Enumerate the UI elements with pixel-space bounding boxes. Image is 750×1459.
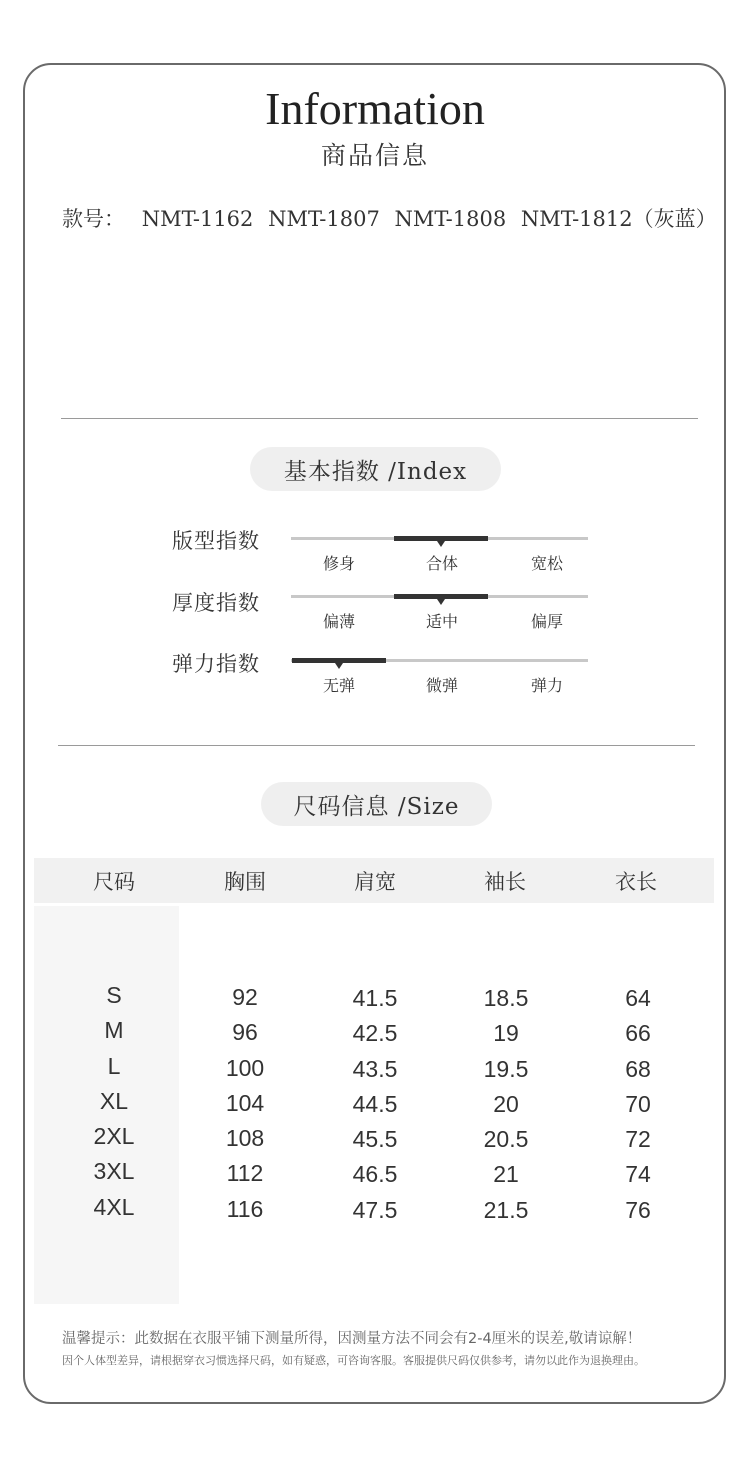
size-cell: XL xyxy=(99,1087,129,1114)
shoulder-cell: 46.5 xyxy=(352,1161,398,1188)
size-cell: 3XL xyxy=(93,1158,135,1185)
chest-cell: 92 xyxy=(232,984,258,1010)
index-heading: 基本指数 /Index xyxy=(250,447,501,491)
shoulder-cell: 45.5 xyxy=(352,1126,398,1153)
page-subtitle: 商品信息 xyxy=(320,141,429,170)
length-cell: 70 xyxy=(625,1090,651,1117)
chest-cell: 96 xyxy=(232,1019,258,1046)
column-header-sleeve: 袖长 xyxy=(484,870,526,894)
measurement-note: 温馨提示：此数据在衣服平铺下测量所得，因测量方法不同会有2-4厘米的误差,敬请谅解！ xyxy=(62,1331,642,1347)
fit-index-track xyxy=(291,537,588,540)
sleeve-cell: 20 xyxy=(493,1090,519,1117)
size-cell: S xyxy=(106,982,122,1008)
chest-cell: 108 xyxy=(225,1125,265,1152)
shoulder-cell: 43.5 xyxy=(352,1055,398,1082)
thickness-index-label: 厚度指数 xyxy=(172,591,260,615)
divider xyxy=(61,418,698,419)
thickness-option: 偏薄 xyxy=(322,612,355,631)
fit-index-label: 版型指数 xyxy=(172,529,260,553)
chest-cell: 116 xyxy=(226,1195,264,1222)
sleeve-cell: 21 xyxy=(493,1161,519,1188)
size-cell: L xyxy=(107,1052,121,1079)
chest-cell: 104 xyxy=(225,1089,265,1116)
shoulder-cell: 44.5 xyxy=(352,1090,398,1117)
model-numbers xyxy=(62,203,725,233)
sleeve-cell: 18.5 xyxy=(483,985,529,1011)
column-header-length: 衣长 xyxy=(615,870,657,894)
stretch-option: 弹力 xyxy=(530,676,563,695)
fit-option: 宽松 xyxy=(530,554,563,573)
model-number: NMT-1808 xyxy=(394,207,507,231)
sleeve-column xyxy=(446,981,566,1228)
shoulder-cell: 41.5 xyxy=(352,985,398,1011)
model-number: NMT-1812（灰蓝） xyxy=(520,207,717,231)
thickness-index-track xyxy=(291,595,588,598)
sleeve-cell: 20.5 xyxy=(483,1126,529,1153)
divider xyxy=(58,745,695,746)
stretch-index-label: 弹力指数 xyxy=(172,652,260,676)
thickness-option: 偏厚 xyxy=(530,612,563,631)
chest-cell: 112 xyxy=(226,1160,264,1187)
thickness-index-marker xyxy=(394,594,488,599)
size-cell: 4XL xyxy=(93,1193,135,1220)
stretch-option: 无弹 xyxy=(322,676,355,695)
size-column xyxy=(54,978,174,1225)
shoulder-column xyxy=(315,981,435,1228)
stretch-index-marker xyxy=(292,658,386,663)
model-number: NMT-1162 xyxy=(141,207,254,231)
sleeve-cell: 21.5 xyxy=(483,1196,529,1223)
column-header-shoulder: 肩宽 xyxy=(354,870,396,894)
page-title: Information xyxy=(265,83,485,134)
size-cell: M xyxy=(104,1017,124,1044)
sleeve-cell: 19.5 xyxy=(483,1055,529,1082)
model-number: NMT-1807 xyxy=(268,207,380,231)
stretch-index-track xyxy=(291,659,588,662)
fit-option: 修身 xyxy=(322,554,355,573)
sizing-disclaimer: 因个人体型差异，请根据穿衣习惯选择尺码，如有疑惑，可咨询客服。客服提供尺码仅供参考，请勿以此作为退换理由。 xyxy=(62,1354,645,1367)
length-cell: 72 xyxy=(625,1126,651,1153)
length-column xyxy=(578,981,698,1228)
size-cell: 2XL xyxy=(93,1123,135,1150)
fit-option: 合体 xyxy=(425,554,458,573)
size-heading: 尺码信息 /Size xyxy=(261,782,492,826)
thickness-option: 适中 xyxy=(425,612,458,631)
shoulder-cell: 42.5 xyxy=(352,1020,398,1047)
length-cell: 76 xyxy=(625,1196,651,1223)
sleeve-cell: 19 xyxy=(493,1020,519,1047)
column-header-chest: 胸围 xyxy=(224,870,266,894)
chest-column xyxy=(185,980,305,1227)
length-cell: 68 xyxy=(625,1055,651,1082)
stretch-option: 微弹 xyxy=(425,676,458,695)
length-cell: 74 xyxy=(625,1161,651,1188)
shoulder-cell: 47.5 xyxy=(352,1196,398,1223)
length-cell: 66 xyxy=(625,1020,651,1047)
column-header-size: 尺码 xyxy=(93,870,135,894)
model-label: 款号： xyxy=(62,207,125,231)
fit-index-marker xyxy=(394,536,488,541)
length-cell: 64 xyxy=(625,985,651,1011)
chest-cell: 100 xyxy=(225,1054,265,1081)
